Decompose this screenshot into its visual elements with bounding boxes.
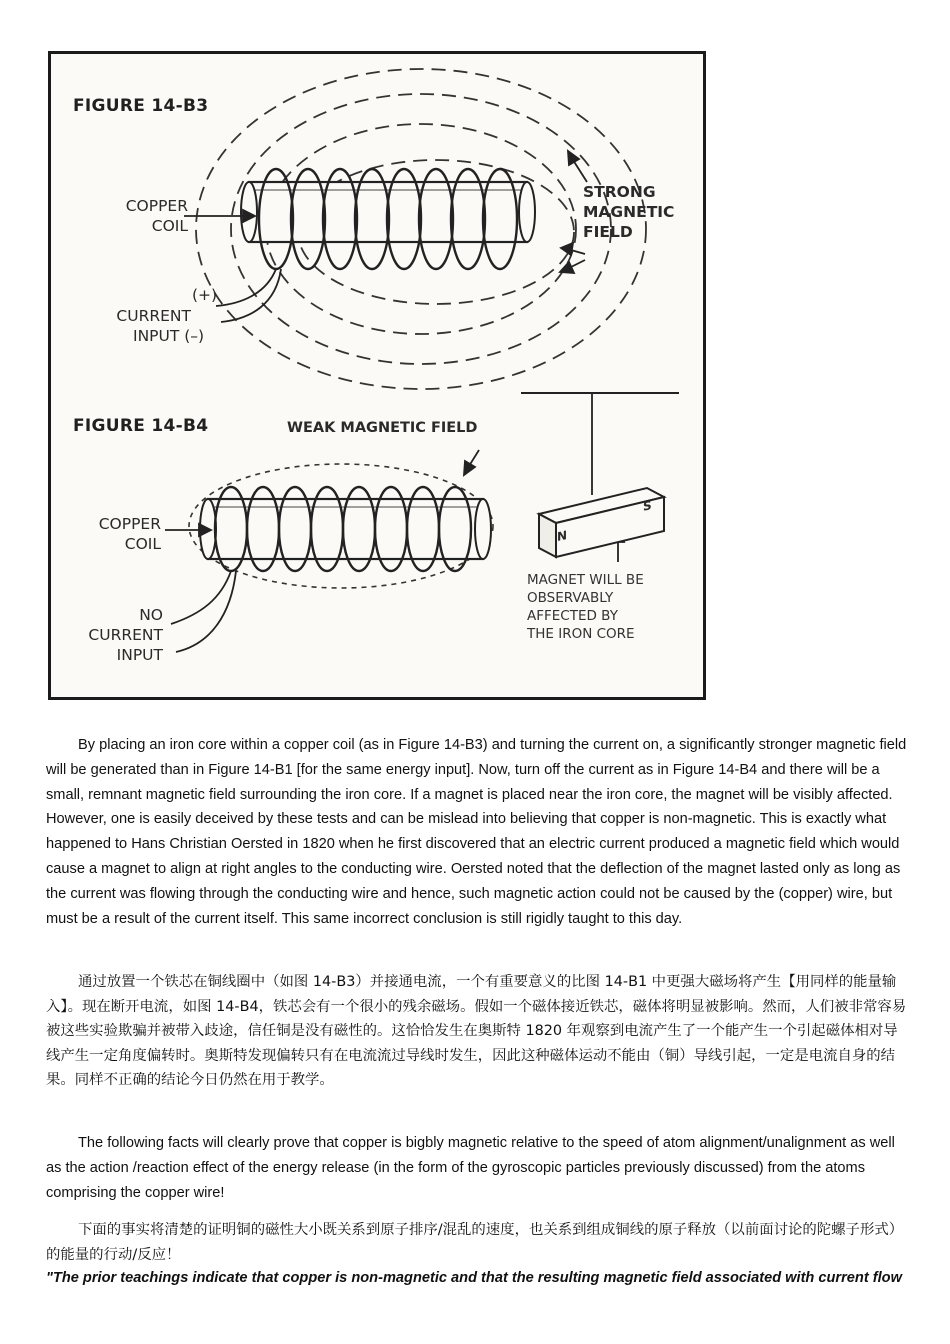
magnet-north-label: N <box>557 527 568 545</box>
magnet-caption: MAGNET WILL BE OBSERVABLY AFFECTED BY THE IRON CORE <box>527 572 644 642</box>
b3-copper-coil-label: COPPER COIL <box>125 197 188 235</box>
paragraph-oersted-en: By placing an iron core within a copper coil (as in Figure 14-B3) and turning the current on, a significantly stronger magnetic field will be generated than in Figure 14-B1 [for the same energy input]. Now, turn off the current as in Figure 14-B4 and there will be a small, remnant magnetic field surrounding the iron core. If a magnet is placed near the iron core, the magnet will be visibly affected. However, one is easily deceived by these tests and can be mislead into believing that copper is non-magnetic. This is exactly what happened to Hans Christian Oersted in 1820 when he first discovered that an electric current produced a magnetic field which would cause a magnet to align at right angles to the conducting wire. Oersted noted that the deflection of the magnet lasted only as long as the current was flowing through the conducting wire and hence, such magnetic action could not be caused by the (copper) wire, but must be a result of the current itself. This same incorrect conclusion is still rigidly taught to this day. <box>46 737 907 927</box>
b3-plus-label: (+) <box>192 286 218 304</box>
paragraph-oersted-cn: 通过放置一个铁芯在铜线圈中（如图 14-B3）并接通电流，一个有重要意义的比图 14-B1 中更强大磁场将产生【用同样的能量输入】。现在断开电流，如图 14-B4，铁芯会有一个很小的残余磁场。假如一个磁体接近铁芯，磁体将明显被影响。然而，人们被非常容易被这些实验欺骗并被带入歧途，信任铜是没有磁性的。这恰恰发生在奥斯特 1820 年观察到电流产生了一个能产生一个引起磁体相对导线产生一定角度偏转时。奥斯特发现偏转只有在电流流过导线时发生，因此这种磁体运动不能由（铜）导线引起，一定是电流自身的结果。同样不正确的结论今日仍然在用于教学。 <box>46 974 907 1089</box>
b3-lead-wires <box>216 269 281 322</box>
figure-illustration <box>48 51 706 700</box>
b3-strong-field-label: STRONG MAGNETIC FIELD <box>583 183 675 241</box>
paragraph-copper-magnetic-en: The following facts will clearly prove that copper is bigbly magnetic relative to the speed of atom alignment/unalignment as well as the action /reaction effect of the energy release (in the form of the gyroscopic particles previously discussed) from the atoms comprising the copper wire! <box>46 1135 895 1201</box>
b3-input-label: INPUT (–) <box>133 327 205 345</box>
b3-current-label: CURRENT <box>116 307 191 325</box>
suspended-bar-magnet <box>521 393 679 557</box>
quote-prior-teachings: "The prior teachings indicate that copper is non-magnetic and that the resulting magnetic field associated with current flow <box>46 1270 902 1286</box>
paragraph-copper-magnetic-cn: 下面的事实将清楚的证明铜的磁性大小既关系到原子排序/混乱的速度，也关系到组成铜线的原子释放（以前面讨论的陀螺子形式）的能量的行动/反应！ <box>46 1222 904 1263</box>
magnet-south-label: S <box>643 498 652 514</box>
b4-lead-wires <box>171 571 236 652</box>
figure-b4-title: FIGURE 14-B4 <box>73 416 209 436</box>
figure-b3-title: FIGURE 14-B3 <box>73 96 209 116</box>
b4-no-current-label: NO CURRENT INPUT <box>88 606 163 664</box>
b4-copper-coil-label: COPPER COIL <box>98 515 161 553</box>
b4-weak-field-label: WEAK MAGNETIC FIELD <box>287 420 478 436</box>
